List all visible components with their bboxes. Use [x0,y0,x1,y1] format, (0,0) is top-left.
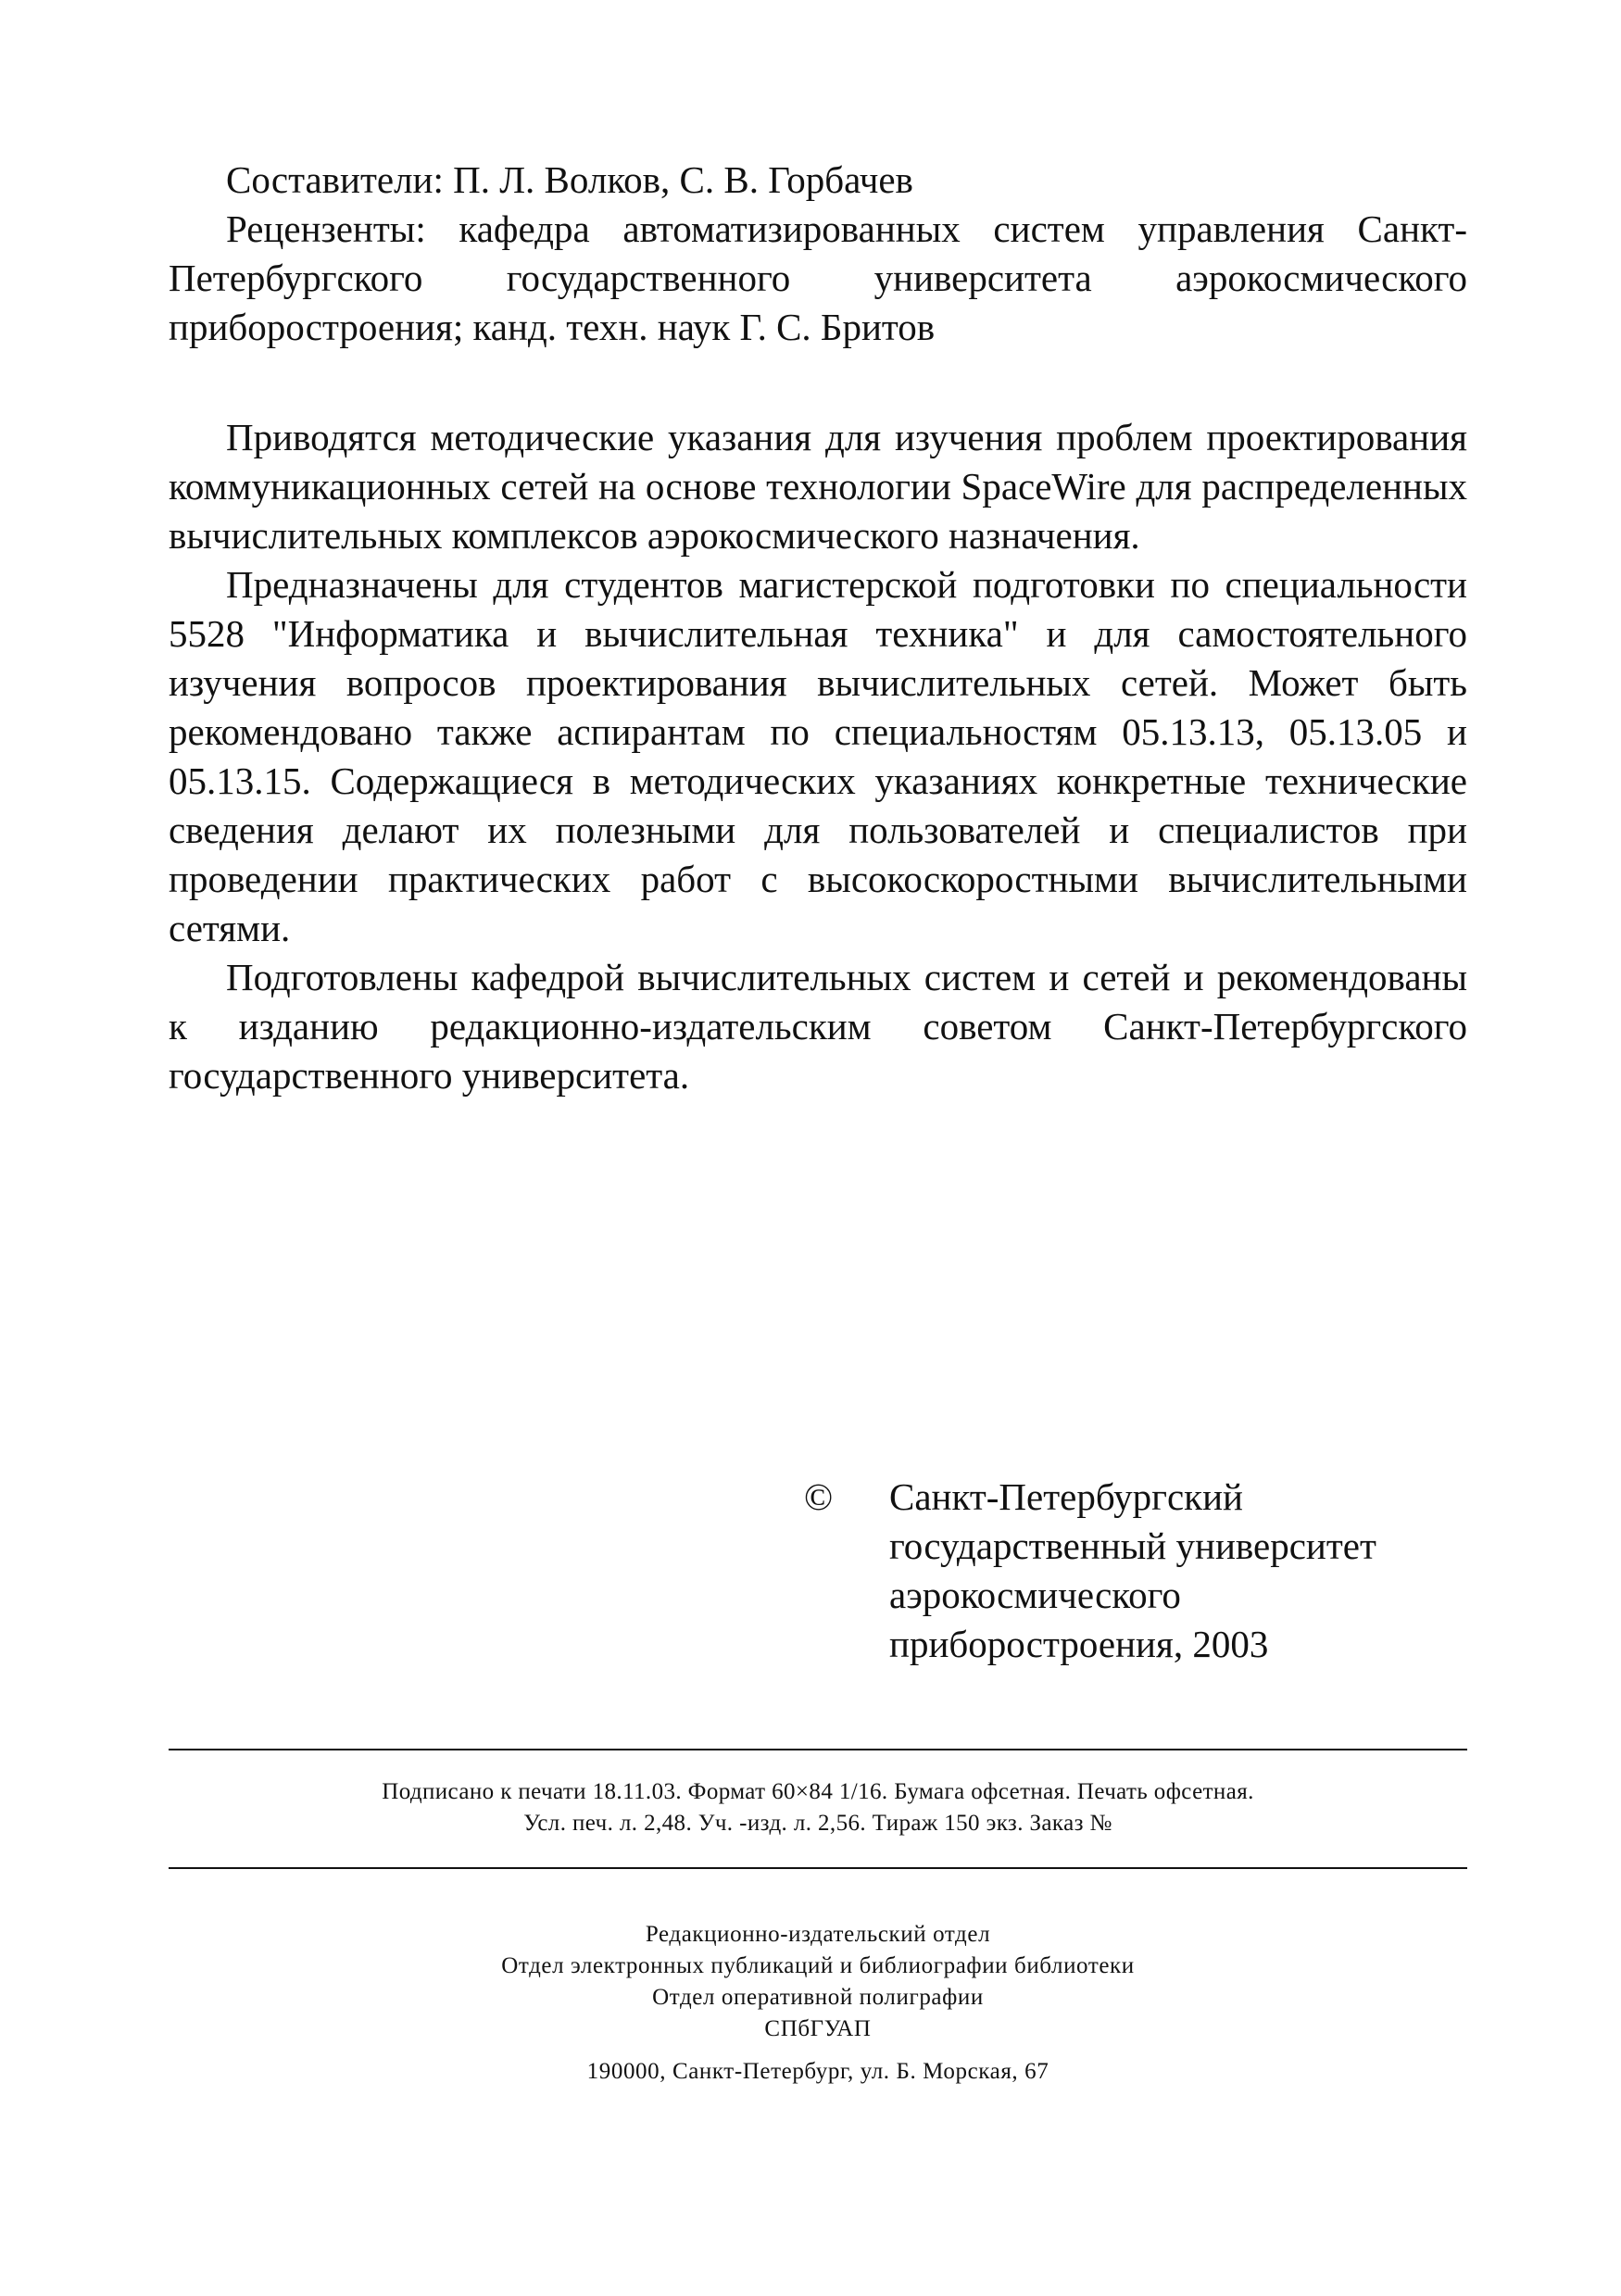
publisher-line-2: Отдел электронных публикаций и библиографии библиотеки [501,1953,1135,1978]
publisher-line-1: Редакционно-издательский отдел [645,1922,991,1947]
publisher-address: 190000, Санкт-Петербург, ул. Б. Морская, 67 [586,2059,1049,2084]
copyright-holder [889,1473,1464,1669]
annotation-paragraph-2: Предназначены для студентов магистерской подготовки по специальности 5528 "Информатика и вычислительная техника" и для самостоятельного изучения вопросов проектирования вычислительных сетей. Может быть рекомендовано также аспирантам по специальностям 05.13.13, 05.13.05 и 05.13.15. Содержащиеся в методических указаниях конкретные технические сведения делают их полезными для пользователей и специалистов при проведении практических работ с высокоскоростными вычислительными сетями. [169,563,1467,949]
copyright-line-2: государственный университет [889,1524,1376,1567]
publisher-line-4: СПбГУАП [764,2016,872,2041]
publisher-line-3: Отдел оперативной полиграфии [652,1985,984,2010]
imprint-block [169,1776,1467,1839]
copyright-line-1: Санкт-Петербургский [889,1475,1243,1518]
authors-block [169,156,1467,352]
reviewers-paragraph: Рецензенты: кафедра автоматизированных систем управления Санкт-Петербургского государственного университета аэрокосмического приборостроения; канд. техн. наук Г. С. Бритов [169,207,1467,348]
annotation-block [169,413,1467,1100]
compilers-line: Составители: П. Л. Волков, С. В. Горбачев [226,158,913,201]
copyright-line-4: приборостроения, 2003 [889,1623,1269,1665]
copyright-line-3: аэрокосмического [889,1574,1181,1616]
imprint-line-1: Подписано к печати 18.11.03. Формат 60×84 1/16. Бумага офсетная. Печать офсетная. [382,1779,1254,1804]
copyright-sign: © [804,1475,834,1518]
annotation-paragraph-3: Подготовлены кафедрой вычислительных систем и сетей и рекомендованы к изданию редакционно-издательским советом Санкт-Петербургского государственного университета. [169,956,1467,1097]
imprint-bottom-rule [169,1867,1467,1869]
imprint-line-2: Усл. печ. л. 2,48. Уч. -изд. л. 2,56. Тираж 150 экз. Заказ № [523,1811,1112,1836]
annotation-paragraph-1: Приводятся методические указания для изучения проблем проектирования коммуникационных сетей на основе технологии SpaceWire для распределенных вычислительных комплексов аэрокосмического назначения. [169,416,1467,557]
imprint-top-rule [169,1749,1467,1750]
publisher-block [169,1919,1467,2088]
